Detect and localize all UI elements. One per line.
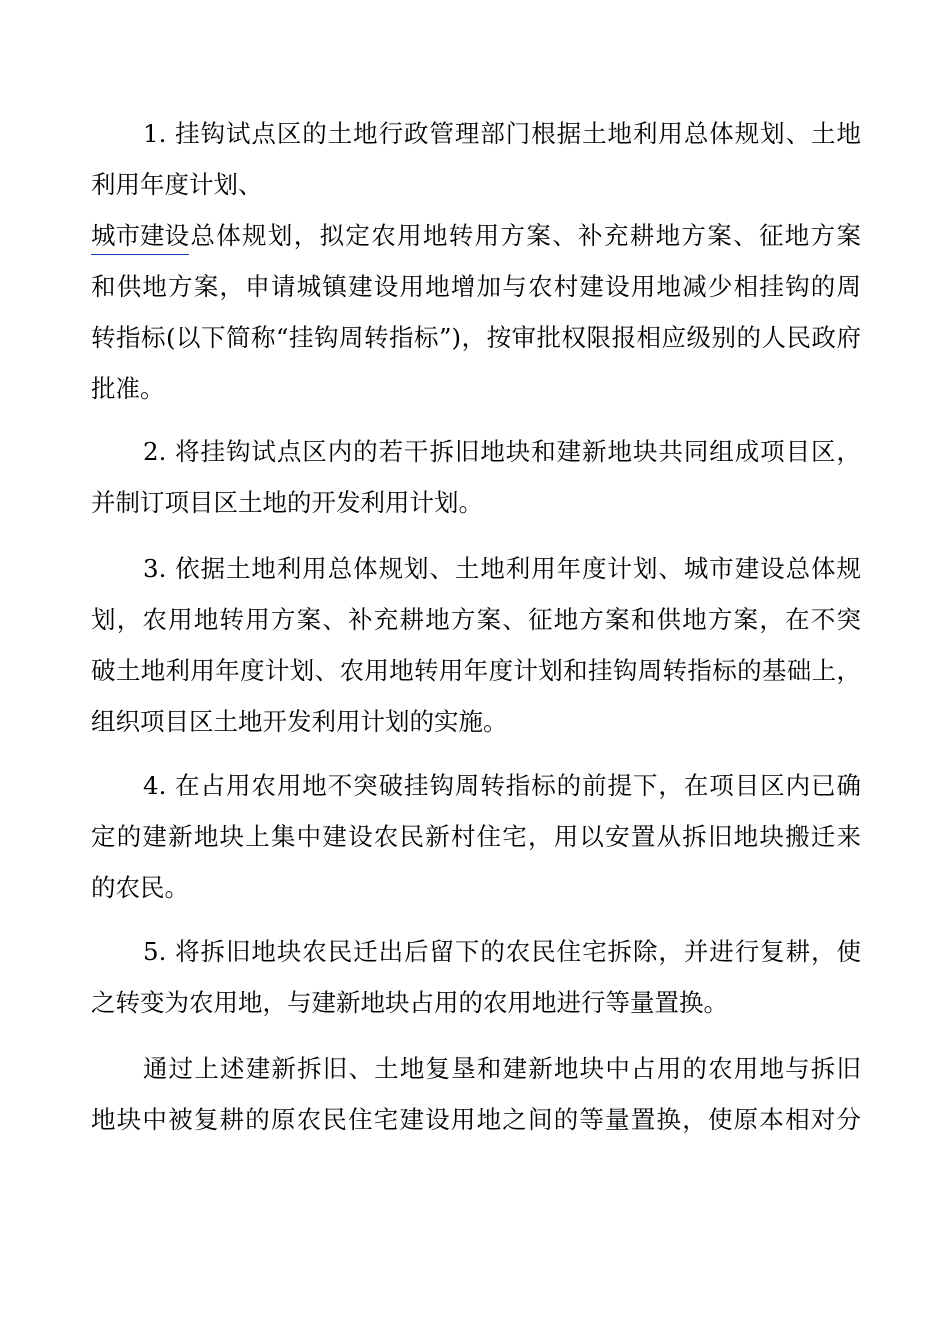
paragraph-4 [91,760,861,913]
paragraph-1-line-6: 批准。 [91,374,165,403]
paragraph-1-line-4: 和供地方案，申请城镇建设用地增加与农村建设用地减少相挂钩的周 [91,272,861,301]
paragraph-5-line-1: 5. 将拆旧地块农民迁出后留下的农民住宅拆除，并进行复耕，使 [143,937,861,966]
paragraph-1-line-3-text: 总体规划，拟定农用地转用方案、补充耕地方案、征地方案 [189,221,861,250]
paragraph-6-line-2: 地块中被复耕的原农民住宅建设用地之间的等量置换，使原本相对分 [91,1105,861,1134]
paragraph-3-line-1: 3. 依据土地利用总体规划、土地利用年度计划、城市建设总体规 [143,554,861,583]
paragraph-5 [91,926,861,1028]
paragraph-1-line-3 [91,210,861,261]
paragraph-6-line-1: 通过上述建新拆旧、土地复垦和建新地块中占用的农用地与拆旧 [143,1054,861,1083]
paragraph-3-line-4: 组织项目区土地开发利用计划的实施。 [91,707,508,736]
paragraph-6 [91,1043,861,1145]
paragraph-4-line-1: 4. 在占用农用地不突破挂钩周转指标的前提下，在项目区内已确 [143,771,861,800]
paragraph-3-line-3: 破土地利用年度计划、农用地转用年度计划和挂钩周转指标的基础上， [91,656,861,685]
paragraph-2-line-1: 2. 将挂钩试点区内的若干拆旧地块和建新地块共同组成项目区， [143,437,861,466]
city-construction-link[interactable]: 城市建设 [91,218,189,255]
paragraph-3 [91,543,861,747]
paragraph-4-line-3: 的农民。 [91,873,189,902]
paragraph-2-line-2: 并制订项目区土地的开发利用计划。 [91,488,483,517]
paragraph-4-line-2: 定的建新地块上集中建设农民新村住宅，用以安置从拆旧地块搬迁来 [91,822,861,851]
paragraph-1 [91,108,861,414]
paragraph-3-line-2: 划，农用地转用方案、补充耕地方案、征地方案和供地方案，在不突 [91,605,861,634]
paragraph-1-line-5: 转指标(以下简称“挂钩周转指标”)，按审批权限报相应级别的人民政府 [91,323,861,352]
paragraph-5-line-2: 之转变为农用地，与建新地块占用的农用地进行等量置换。 [91,988,728,1017]
paragraph-1-line-2: 利用年度计划、 [91,170,263,199]
paragraph-1-line-1: 1. 挂钩试点区的土地行政管理部门根据土地利用总体规划、土地 [143,119,861,148]
paragraph-2 [91,426,861,528]
